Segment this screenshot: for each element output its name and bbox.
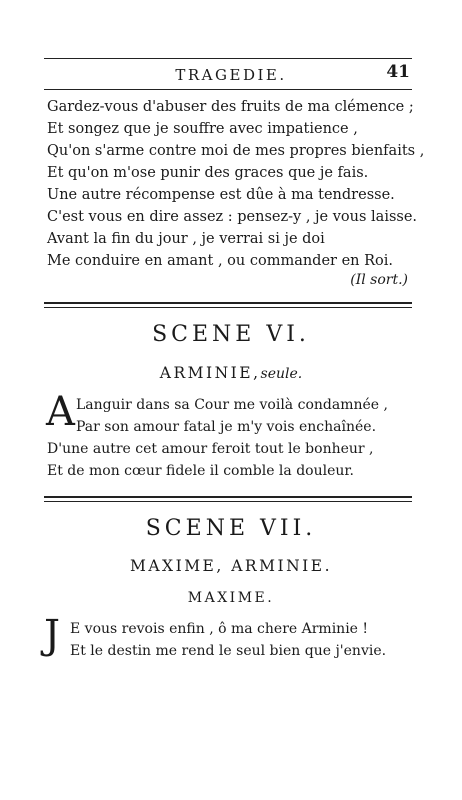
scene-divider-bottom <box>44 501 412 502</box>
verse-line: D'une autre cet amour feroit tout le bonheur , <box>47 441 374 457</box>
scene-6-title: SCENE VI. <box>152 322 310 347</box>
verse-line: Me conduire en amant , ou commander en Roi. <box>47 253 394 269</box>
scene-divider-top <box>44 496 412 498</box>
scene-6-speaker <box>0 364 462 382</box>
verse-line: Et songez que je souffre avec impatience , <box>47 121 358 137</box>
scene-7-title: SCENE VII. <box>145 516 317 541</box>
verse-line: Et de mon cœur fidele il comble la douleur. <box>47 463 354 479</box>
scene-7-characters: MAXIME, ARMINIE. <box>129 557 333 575</box>
verse-line: Une autre récompense est dûe à ma tendresse. <box>47 187 395 203</box>
verse-line: Avant la fin du jour , je verrai si je doi <box>47 231 325 247</box>
verse-line: Et qu'on m'ose punir des graces que je fais. <box>47 165 369 181</box>
verse-line: Et le destin me rend le seul bien que j'envie. <box>70 643 387 659</box>
scene-divider-top <box>44 302 412 304</box>
stage-direction: (Il sort.) <box>350 272 408 288</box>
scene-7-speaker: MAXIME. <box>187 590 275 606</box>
scene-divider-bottom <box>44 307 412 308</box>
verse-line: Gardez-vous d'abuser des fruits de ma clémence ; <box>47 99 414 115</box>
verse-line: Qu'on s'arme contre moi de mes propres bienfaits , <box>47 143 425 159</box>
page-number: 41 <box>386 62 410 82</box>
header-rule-top <box>44 58 412 59</box>
drop-cap: J <box>44 612 61 658</box>
speaker-name: ARMINIE, <box>159 364 261 382</box>
speaker-note: seule. <box>260 366 303 382</box>
drop-cap: A <box>46 389 75 435</box>
header-rule-bottom <box>44 89 412 90</box>
verse-line: Languir dans sa Cour me voilà condamnée , <box>76 397 388 413</box>
running-header-title: TRAGEDIE. <box>175 66 287 84</box>
verse-line: C'est vous en dire assez : pensez-y , je vous laisse. <box>47 209 418 225</box>
verse-line: Par son amour fatal je m'y vois enchaînée. <box>76 419 377 435</box>
verse-line: E vous revois enfin , ô ma chere Arminie ! <box>70 621 369 637</box>
